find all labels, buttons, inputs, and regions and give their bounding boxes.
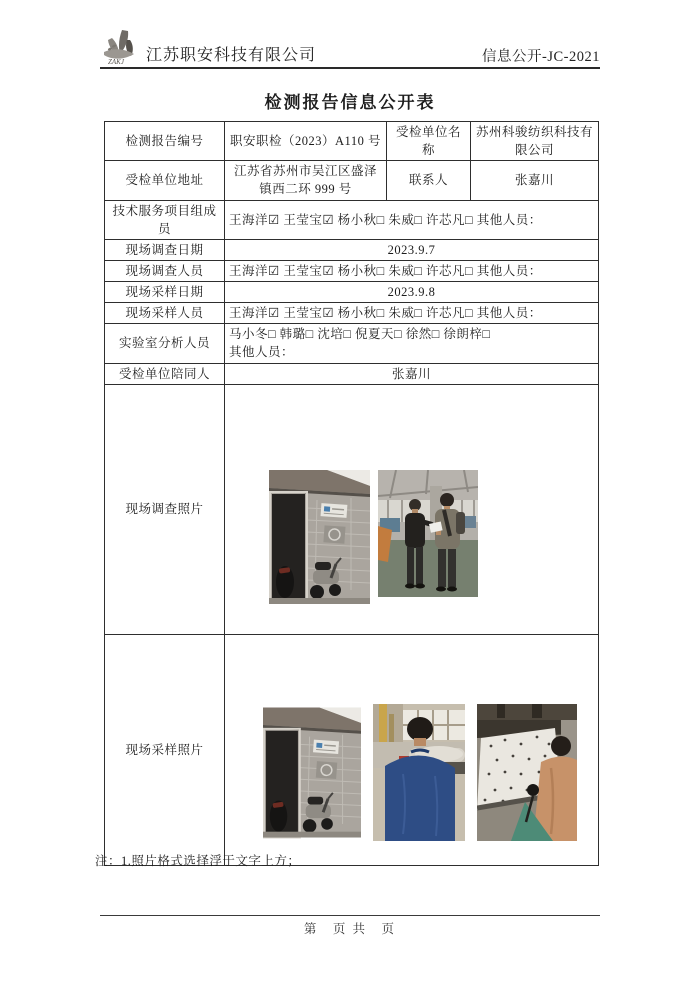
field-label-sampling-photos: 现场采样照片	[105, 634, 225, 865]
field-value-unit-address: 江苏省苏州市吴江区盛泽镇西二环 999 号	[225, 161, 387, 200]
field-label-survey-photos: 现场调查照片	[105, 384, 225, 634]
field-label-sampling-date: 现场采样日期	[105, 282, 225, 303]
field-label-escort: 受检单位陪同人	[105, 363, 225, 384]
field-value-sampling-staff: 王海洋☑ 王莹宝☑ 杨小秋□ 朱威□ 许芯凡□ 其他人员：	[225, 303, 599, 324]
field-value-survey-staff: 王海洋☑ 王莹宝☑ 杨小秋□ 朱威□ 许芯凡□ 其他人员：	[225, 260, 599, 281]
survey-photos-cell	[225, 384, 599, 634]
field-label-contact: 联系人	[387, 161, 471, 200]
doc-number: 信息公开-JC-2021	[482, 49, 600, 65]
lab-staff-line2: 其他人员：	[229, 345, 295, 360]
field-value-team: 王海洋☑ 王莹宝☑ 杨小秋□ 朱威□ 许芯凡□ 其他人员：	[225, 200, 599, 239]
sampling-photo-strip	[229, 658, 594, 841]
field-label-unit-address: 受检单位地址	[105, 161, 225, 200]
survey-photo-workers	[378, 470, 478, 597]
field-label-unit-name: 受检单位名称	[387, 122, 471, 161]
sampling-photos-cell	[225, 634, 599, 865]
note-text: 注：1.照片格式选择浮于文字上方；	[95, 854, 301, 868]
survey-photo-entrance	[269, 470, 370, 604]
sampling-photo-blue-worker	[373, 704, 465, 841]
page-title: 检测报告信息公开表	[264, 93, 436, 112]
footer-page-text: 第 页 共 页	[303, 922, 397, 936]
logo-zakj-text: ZAKJ	[108, 58, 124, 66]
field-value-report-no: 职安职检（2023）A110 号	[225, 122, 387, 161]
company-logo-icon	[100, 28, 144, 66]
field-value-lab-staff	[225, 324, 599, 363]
page-header	[100, 28, 600, 68]
field-label-lab-staff: 实验室分析人员	[105, 324, 225, 363]
lab-staff-line1: 马小冬□ 韩璐□ 沈培□ 倪夏天□ 徐然□ 徐朗梓□	[229, 327, 491, 342]
survey-photo-strip	[229, 414, 594, 604]
header-left	[100, 28, 316, 66]
field-label-survey-staff: 现场调查人员	[105, 260, 225, 281]
field-label-report-no: 检测报告编号	[105, 122, 225, 161]
field-value-sampling-date: 2023.9.8	[225, 282, 599, 303]
field-value-survey-date: 2023.9.7	[225, 239, 599, 260]
field-value-contact: 张嘉川	[471, 161, 599, 200]
field-value-escort: 张嘉川	[225, 363, 599, 384]
field-label-sampling-staff: 现场采样人员	[105, 303, 225, 324]
field-label-survey-date: 现场调查日期	[105, 239, 225, 260]
footer-rule	[100, 915, 600, 916]
sampling-photo-entrance	[263, 704, 361, 841]
company-name: 江苏职安科技有限公司	[146, 47, 317, 64]
header-rule	[100, 67, 600, 69]
field-label-team: 技术服务项目组成员	[105, 200, 225, 239]
report-table	[104, 121, 599, 866]
sampling-photo-fabric-machine	[477, 704, 577, 841]
field-value-unit-name: 苏州科骏纺织科技有限公司	[471, 122, 599, 161]
